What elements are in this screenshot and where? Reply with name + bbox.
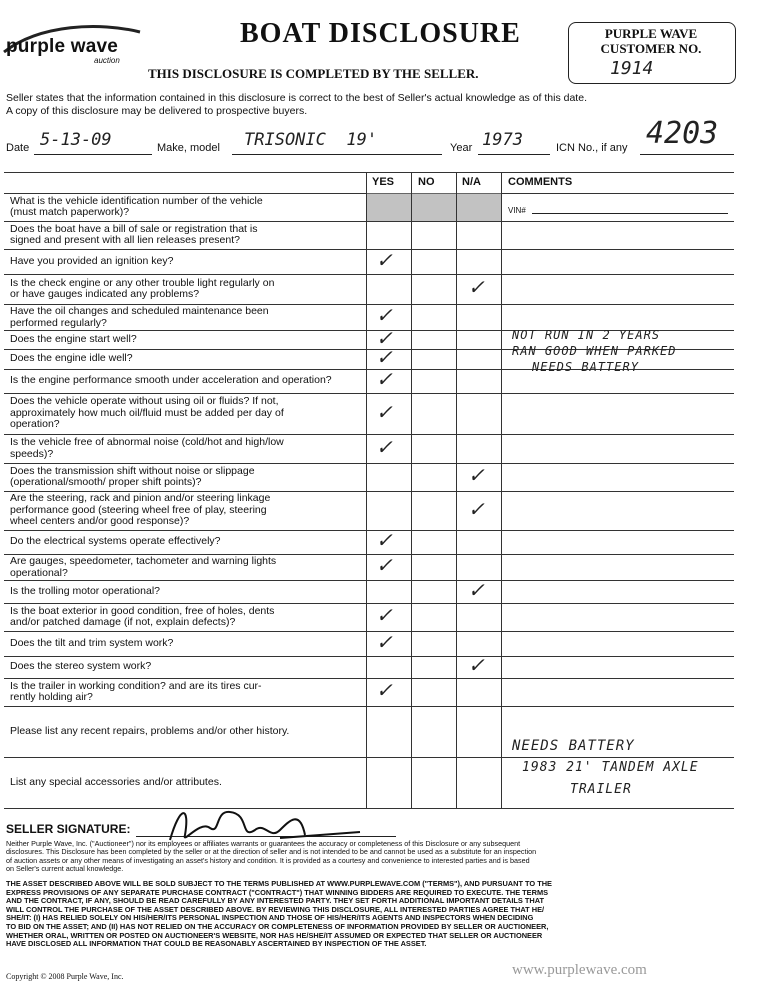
question-line: wheel centers and/or good response)? xyxy=(10,515,190,528)
check-mark-yes[interactable]: ✓ xyxy=(376,327,393,350)
column-header-no: NO xyxy=(418,176,435,188)
question-text xyxy=(10,586,362,598)
vin-label: VIN# xyxy=(508,206,526,215)
copyright: Copyright © 2008 Purple Wave, Inc. xyxy=(6,972,124,981)
check-mark-yes[interactable]: ✓ xyxy=(376,605,393,627)
question-line: signed and present with all lien releases present? xyxy=(10,234,240,246)
document-subtitle: THIS DISCLOSURE IS COMPLETED BY THE SELLER. xyxy=(148,66,479,81)
date-label: Date xyxy=(6,142,30,154)
question-line: Do the electrical systems operate effectively? xyxy=(10,535,221,548)
question-text xyxy=(10,375,362,387)
seller-statement-line2: A copy of this disclosure may be delivered to prospective buyers. xyxy=(6,105,308,117)
comment-accessories-line2[interactable]: TRAILER xyxy=(570,782,632,797)
question-text xyxy=(10,466,362,489)
question-text xyxy=(10,606,362,629)
customer-number-value[interactable]: 1914 xyxy=(610,58,654,79)
year-underline xyxy=(478,154,550,155)
date-underline xyxy=(34,154,152,155)
comment-engine-line3[interactable]: NEEDS BATTERY xyxy=(532,360,639,374)
question-line: Does the boat have a bill of sale or registration that is xyxy=(10,222,258,235)
question-text xyxy=(10,278,362,301)
disclaimer-line: disclosures. This Disclosure has been completed by the seller or at the direction of seller and is not intended to be and cannot be used as a substitute for an inspection xyxy=(6,847,537,857)
row-divider xyxy=(4,530,734,531)
terms-paragraph xyxy=(6,880,736,949)
row-divider xyxy=(4,393,734,394)
question-text xyxy=(10,536,362,548)
terms-line: EXPRESS PROVISIONS OF ANY SEPARATE PURCHASE CONTRACT ("CONTRACT") THAT WINNING BIDDERS ARE REQUIRED TO EXECUTE. THE TERMS xyxy=(6,887,549,897)
question-line: Is the check engine or any other trouble light regularly on xyxy=(10,276,275,289)
question-line: Is the trailer in working condition? and are its tires cur- xyxy=(10,679,262,692)
question-line: Does the transmission shift without noise or slippage xyxy=(10,464,255,477)
question-line: Does the vehicle operate without using oil or fluids? If not, xyxy=(10,395,279,408)
check-mark-yes[interactable]: ✓ xyxy=(376,555,393,577)
question-line: approximately how much oil/fluid must be added per day of xyxy=(10,406,284,419)
row-divider xyxy=(4,463,734,464)
make-model-label: Make, model xyxy=(157,142,220,154)
check-mark-na[interactable]: ✓ xyxy=(468,579,485,602)
row-divider xyxy=(4,221,734,222)
logo-subtext: auction xyxy=(94,56,120,65)
question-line: Does the tilt and trim system work? xyxy=(10,636,174,649)
row-divider xyxy=(4,274,734,275)
question-text xyxy=(10,661,362,673)
check-mark-yes[interactable]: ✓ xyxy=(376,631,393,654)
question-line: operational? xyxy=(10,566,68,579)
seller-statement-line1: Seller states that the information contained in this disclosure is correct to the best of Seller's actual knowledge as of this date. xyxy=(6,92,587,104)
row-divider xyxy=(4,631,734,632)
year-field[interactable]: 1973 xyxy=(482,130,523,150)
seller-signature-label: SELLER SIGNATURE: xyxy=(6,822,131,836)
question-text xyxy=(10,353,362,365)
question-text xyxy=(10,681,362,704)
make-model-underline xyxy=(232,154,442,155)
question-line: Have the oil changes and scheduled maintenance been xyxy=(10,305,269,317)
question-line: Please list any recent repairs, problems and/or other history. xyxy=(10,724,290,737)
question-line: performance good (steering wheel free of play, steering xyxy=(10,503,267,516)
question-text xyxy=(10,224,362,247)
question-line: speeds)? xyxy=(10,447,54,460)
question-line: (operational/smooth/ proper shift points)? xyxy=(10,476,202,488)
terms-line: WILL CONTROL THE PURCHASE OF THE ASSET DESCRIBED ABOVE. BY REVIEWING THIS DISCLOSURE, ALL INTERESTED PARTIES AGREE THAT HE/ xyxy=(6,904,545,914)
question-text xyxy=(10,196,362,219)
comment-accessories-line1[interactable]: 1983 21' TANDEM AXLE xyxy=(522,760,699,775)
column-divider-comments xyxy=(501,172,502,808)
question-text xyxy=(10,726,362,738)
column-divider-yes xyxy=(366,172,367,808)
table-top-border xyxy=(4,172,734,173)
check-mark-yes[interactable]: ✓ xyxy=(376,249,393,272)
vin-shade-na xyxy=(457,193,501,221)
question-text xyxy=(10,777,362,789)
row-divider xyxy=(4,249,734,250)
customer-box-line2: CUSTOMER NO. xyxy=(600,41,702,56)
disclaimer-line: on Seller's current actual knowledge. xyxy=(6,864,124,874)
question-line: What is the vehicle identification number of the vehicle xyxy=(10,194,263,207)
question-line: Are the steering, rack and pinion and/or steering linkage xyxy=(10,492,271,505)
question-text xyxy=(10,396,362,431)
question-line: Does the stereo system work? xyxy=(10,660,152,673)
year-label: Year xyxy=(450,142,473,154)
question-line: Does the engine start well? xyxy=(10,332,137,345)
make-model-field[interactable]: TRISONIC 19' xyxy=(244,130,378,150)
comment-engine-line1[interactable]: NOT RUN IN 2 YEARS xyxy=(512,328,661,342)
comment-engine-line2[interactable]: RAN GOOD WHEN PARKED xyxy=(512,344,677,358)
question-text xyxy=(10,493,362,528)
vin-shade-yes xyxy=(367,193,411,221)
question-line: Does the engine idle well? xyxy=(10,352,133,365)
icn-underline xyxy=(640,154,734,155)
terms-line: HAVE DISCLOSED ALL INFORMATION THAT COULD BE REASONABLY ASCERTAINED BY INSPECTION OF THE ASSET. xyxy=(6,939,427,949)
question-line: Is the boat exterior in good condition, free of holes, dents xyxy=(10,604,275,617)
row-divider xyxy=(4,656,734,657)
question-line: Is the trolling motor operational? xyxy=(10,584,160,597)
question-text xyxy=(10,306,362,329)
check-mark-yes[interactable]: ✓ xyxy=(376,347,393,369)
check-mark-na[interactable]: ✓ xyxy=(468,655,485,677)
question-text xyxy=(10,334,362,346)
column-header-na: N/A xyxy=(462,176,481,188)
row-divider xyxy=(4,580,734,581)
date-field[interactable]: 5-13-09 xyxy=(40,130,112,150)
terms-line: THE ASSET DESCRIBED ABOVE WILL BE SOLD SUBJECT TO THE TERMS PUBLISHED AT WWW.PURPLEWAVE.COM ("TERMS"), AND PURSUANT TO THE xyxy=(6,879,552,888)
check-mark-yes[interactable]: ✓ xyxy=(376,401,393,424)
customer-box-line1: PURPLE WAVE xyxy=(604,26,698,41)
icn-field[interactable]: 4203 xyxy=(646,116,719,151)
comment-repairs[interactable]: NEEDS BATTERY xyxy=(512,738,635,754)
row-divider xyxy=(4,757,734,758)
question-line: operation? xyxy=(10,418,60,431)
vin-shade-no xyxy=(412,193,456,221)
disclaimer-paragraph xyxy=(6,840,736,874)
question-text xyxy=(10,437,362,460)
question-line: Is the engine performance smooth under acceleration and operation? xyxy=(10,374,332,387)
question-line: and/or patched damage (if not, explain defects)? xyxy=(10,616,236,628)
column-header-comments: COMMENTS xyxy=(508,176,573,188)
question-line: Are gauges, speedometer, tachometer and warning lights xyxy=(10,555,277,567)
check-mark-yes[interactable]: ✓ xyxy=(376,680,393,702)
disclaimer-line: of auction assets or any other means of investigating an asset's history and condition. It is provided as a courtesy and convenience to interested parties and is based xyxy=(6,855,530,865)
row-divider xyxy=(4,678,734,679)
vin-underline[interactable] xyxy=(532,213,728,214)
disclaimer-line: Neither Purple Wave, Inc. ("Auctioneer") nor its employees or affiliates warrants or guarantees the accuracy or completeness of this Disclosure or any subsequent xyxy=(6,839,521,848)
question-text xyxy=(10,638,362,650)
terms-line: WHETHER ORAL, WRITTEN OR POSTED ON AUCTIONEER'S WEBSITE, NOR HAS HE/SHE/IT ASSUMED OR EXPECTED THAT SELLER OR AUCTIONEER xyxy=(6,930,543,940)
terms-line: TO BID ON THE ASSET; AND (II) HAS NOT RELIED ON THE ACCURACY OR COMPLETENESS OF INFORMATION PROVIDED BY SELLER OR AUCTIONEER, xyxy=(6,921,549,931)
row-divider xyxy=(4,706,734,707)
column-header-yes: YES xyxy=(372,176,395,188)
column-divider-no xyxy=(411,172,412,808)
check-mark-na[interactable]: ✓ xyxy=(468,465,485,487)
check-mark-yes[interactable]: ✓ xyxy=(376,530,393,552)
check-mark-na[interactable]: ✓ xyxy=(468,277,485,299)
question-line: or have gauges indicated any problems? xyxy=(10,288,200,300)
row-divider xyxy=(4,603,734,604)
question-line: Have you provided an ignition key? xyxy=(10,254,174,267)
document-title: BOAT DISCLOSURE xyxy=(240,18,521,49)
question-line: (must match paperwork)? xyxy=(10,206,130,218)
question-line: Is the vehicle free of abnormal noise (cold/hot and high/low xyxy=(10,436,284,448)
question-line: performed regularly? xyxy=(10,316,107,329)
check-mark-na[interactable]: ✓ xyxy=(468,498,485,521)
logo-text: purple wave xyxy=(6,36,119,57)
terms-line: AND THE CONTRACT, IF ANY, SHOULD BE READ CAREFULLY BY ANY INTERESTED PARTY. THEY SET FORTH ADDITIONAL IMPORTANT DETAILS THAT xyxy=(6,896,545,906)
footer-url[interactable]: www.purplewave.com xyxy=(512,962,647,978)
question-line: rently holding air? xyxy=(10,691,93,703)
check-mark-yes[interactable]: ✓ xyxy=(376,436,393,459)
check-mark-yes[interactable]: ✓ xyxy=(376,305,393,327)
icn-label: ICN No., if any xyxy=(556,142,628,154)
question-line: List any special accessories and/or attributes. xyxy=(10,775,222,788)
question-text xyxy=(10,256,362,268)
check-mark-yes[interactable]: ✓ xyxy=(376,369,393,391)
question-text xyxy=(10,556,362,579)
terms-line: SHE/IT: (I) HAS RELIED SOLELY ON HIS/HER/ITS PERSONAL INSPECTION AND THOSE OF HIS/HER/ITS AGENTS AND INSPECTORS WHEN DECIDING xyxy=(6,913,534,923)
column-divider-na xyxy=(456,172,457,808)
row-divider xyxy=(4,434,734,435)
